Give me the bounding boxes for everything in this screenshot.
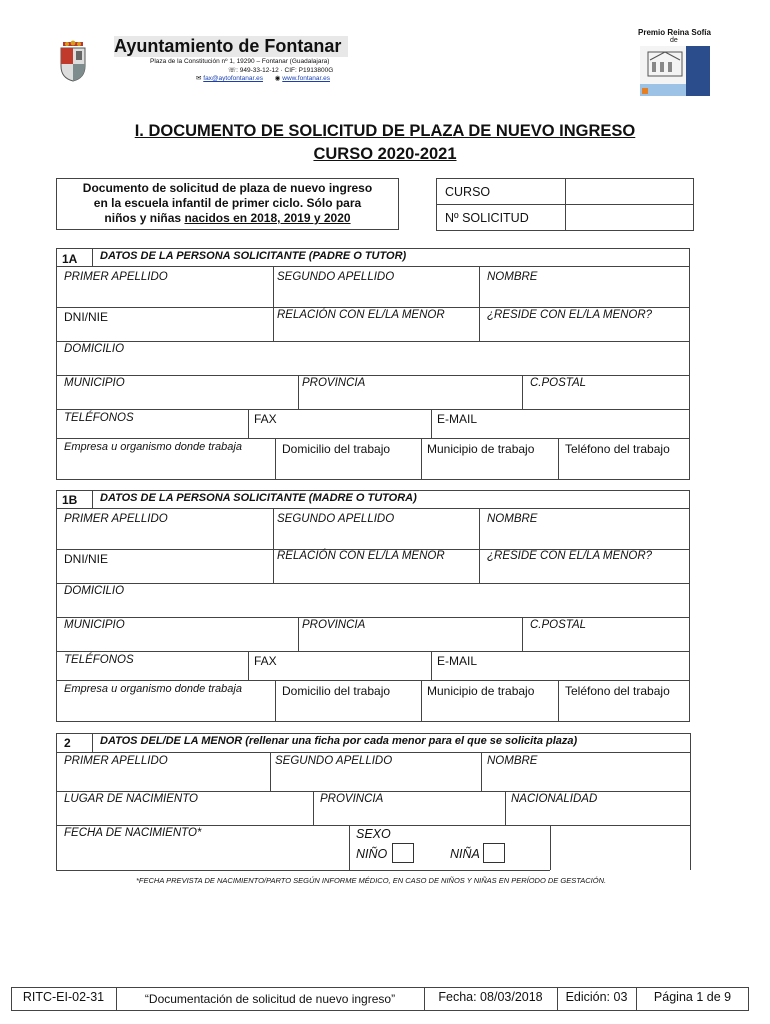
footer-doc-name: “Documentación de solicitud de nuevo ingreso” bbox=[144, 992, 396, 1006]
2-provincia[interactable]: PROVINCIA bbox=[320, 793, 384, 805]
1b-municipio[interactable]: MUNICIPIO bbox=[64, 619, 125, 631]
section-1b-number: 1B bbox=[62, 493, 78, 507]
mail-icon: ✉ bbox=[196, 75, 202, 82]
fax-email-link[interactable]: fax@aytofontanar.es bbox=[203, 75, 263, 82]
2-nina-checkbox[interactable] bbox=[483, 843, 505, 863]
1a-dni[interactable]: DNI/NIE bbox=[64, 310, 109, 324]
1b-email[interactable]: E-MAIL bbox=[437, 654, 478, 668]
2-sexo-label: SEXO bbox=[356, 827, 391, 841]
1a-primer-apellido[interactable]: PRIMER APELLIDO bbox=[64, 271, 168, 283]
1b-segundo-apellido[interactable]: SEGUNDO APELLIDO bbox=[277, 513, 395, 525]
award-subtitle: de bbox=[670, 37, 678, 44]
intro-text bbox=[56, 181, 399, 226]
2-segundo-apellido[interactable]: SEGUNDO APELLIDO bbox=[275, 755, 393, 767]
1b-telefonos[interactable]: TELÉFONOS bbox=[64, 654, 134, 666]
document-title-line1: I. DOCUMENTO DE SOLICITUD DE PLAZA DE NUEVO INGRESO bbox=[134, 122, 636, 140]
award-title: Premio Reina Sofía bbox=[638, 28, 711, 37]
org-phone-cif: ☏: 949-33-12-12 · CIF: P1913800G bbox=[228, 67, 334, 74]
website-link[interactable]: www.fontanar.es bbox=[282, 75, 330, 82]
section-1b-title: DATOS DE LA PERSONA SOLICITANTE (MADRE O TUTORA) bbox=[100, 492, 417, 504]
1a-cpostal[interactable]: C.POSTAL bbox=[530, 377, 587, 389]
1a-relacion[interactable]: RELACIÓN CON EL/LA MENOR bbox=[277, 309, 445, 321]
1a-provincia[interactable]: PROVINCIA bbox=[302, 377, 366, 389]
footer-edicion: Edición: 03 bbox=[565, 990, 628, 1004]
document-title-line2: CURSO 2020-2021 bbox=[313, 145, 457, 163]
footer-pagina: Página 1 de 9 bbox=[653, 990, 732, 1004]
1a-segundo-apellido[interactable]: SEGUNDO APELLIDO bbox=[277, 271, 395, 283]
award-logo bbox=[640, 46, 710, 96]
1b-domicilio[interactable]: DOMICILIO bbox=[64, 585, 125, 597]
2-nino-checkbox[interactable] bbox=[392, 843, 414, 863]
org-name: Ayuntamiento de Fontanar bbox=[114, 36, 348, 57]
intro-line3-underlined: nacidos en 2018, 2019 y 2020 bbox=[184, 211, 351, 225]
2-lugar-nacimiento[interactable]: LUGAR DE NACIMIENTO bbox=[64, 793, 198, 805]
footer-code: RITC-EI-02-31 bbox=[22, 990, 105, 1004]
footer-fecha: Fecha: 08/03/2018 bbox=[438, 990, 543, 1004]
1a-email[interactable]: E-MAIL bbox=[437, 412, 478, 426]
1a-fax[interactable]: FAX bbox=[254, 412, 277, 426]
2-nacionalidad[interactable]: NACIONALIDAD bbox=[511, 793, 598, 805]
intro-line3 bbox=[56, 211, 399, 226]
1b-municipio-trabajo[interactable]: Municipio de trabajo bbox=[427, 684, 535, 698]
section-2-number: 2 bbox=[64, 736, 71, 750]
intro-line2: en la escuela infantil de primer ciclo. Sólo para bbox=[93, 196, 362, 210]
1b-nombre[interactable]: NOMBRE bbox=[487, 513, 538, 525]
curso-input[interactable] bbox=[566, 179, 693, 204]
1a-municipio-trabajo[interactable]: Municipio de trabajo bbox=[427, 442, 535, 456]
curso-label: CURSO bbox=[445, 185, 491, 199]
solicitud-label: Nº SOLICITUD bbox=[445, 211, 529, 225]
1b-telefono-trabajo[interactable]: Teléfono del trabajo bbox=[565, 684, 670, 698]
intro-line3-start: niños y niñas bbox=[104, 211, 185, 225]
2-nino-label: NIÑO bbox=[356, 847, 388, 861]
org-contact bbox=[196, 74, 330, 82]
globe-icon: ◉ bbox=[274, 75, 281, 82]
coat-of-arms-logo bbox=[57, 40, 89, 82]
1b-relacion[interactable]: RELACIÓN CON EL/LA MENOR bbox=[277, 550, 445, 562]
1a-domicilio-trabajo[interactable]: Domicilio del trabajo bbox=[282, 442, 391, 456]
1b-domicilio-trabajo[interactable]: Domicilio del trabajo bbox=[282, 684, 391, 698]
1a-reside[interactable]: ¿RESIDE CON EL/LA MENOR? bbox=[487, 309, 653, 321]
1b-provincia[interactable]: PROVINCIA bbox=[302, 619, 366, 631]
1a-telefonos[interactable]: TELÉFONOS bbox=[64, 412, 134, 424]
1b-dni[interactable]: DNI/NIE bbox=[64, 552, 109, 566]
2-primer-apellido[interactable]: PRIMER APELLIDO bbox=[64, 755, 168, 767]
1a-domicilio[interactable]: DOMICILIO bbox=[64, 343, 125, 355]
section-2-title: DATOS DEL/DE LA MENOR (rellenar una ficha por cada menor para el que se solicita plaza) bbox=[100, 735, 578, 747]
section-1a-title: DATOS DE LA PERSONA SOLICITANTE (PADRE O TUTOR) bbox=[100, 250, 407, 262]
footnote: *FECHA PREVISTA DE NACIMIENTO/PARTO SEGÚN INFORME MÉDICO, EN CASO DE NIÑOS Y NIÑAS EN PERÍODO DE GESTACIÓN. bbox=[136, 876, 607, 885]
intro-line1: Documento de solicitud de plaza de nuevo ingreso bbox=[82, 181, 373, 195]
1b-reside[interactable]: ¿RESIDE CON EL/LA MENOR? bbox=[487, 550, 653, 562]
1a-nombre[interactable]: NOMBRE bbox=[487, 271, 538, 283]
org-address: Plaza de la Constitución nº 1, 19290 – Fontanar (Guadalajara) bbox=[150, 58, 330, 65]
2-nombre[interactable]: NOMBRE bbox=[487, 755, 538, 767]
solicitud-input[interactable] bbox=[566, 205, 693, 230]
1a-empresa[interactable]: Empresa u organismo donde trabaja bbox=[64, 441, 242, 453]
2-fecha-nacimiento[interactable]: FECHA DE NACIMIENTO* bbox=[64, 827, 202, 839]
1a-telefono-trabajo[interactable]: Teléfono del trabajo bbox=[565, 442, 670, 456]
section-1a-number: 1A bbox=[62, 252, 78, 266]
1b-primer-apellido[interactable]: PRIMER APELLIDO bbox=[64, 513, 168, 525]
1b-empresa[interactable]: Empresa u organismo donde trabaja bbox=[64, 683, 242, 695]
2-nina-label: NIÑA bbox=[450, 847, 480, 861]
1a-municipio[interactable]: MUNICIPIO bbox=[64, 377, 125, 389]
1b-fax[interactable]: FAX bbox=[254, 654, 277, 668]
1b-cpostal[interactable]: C.POSTAL bbox=[530, 619, 587, 631]
